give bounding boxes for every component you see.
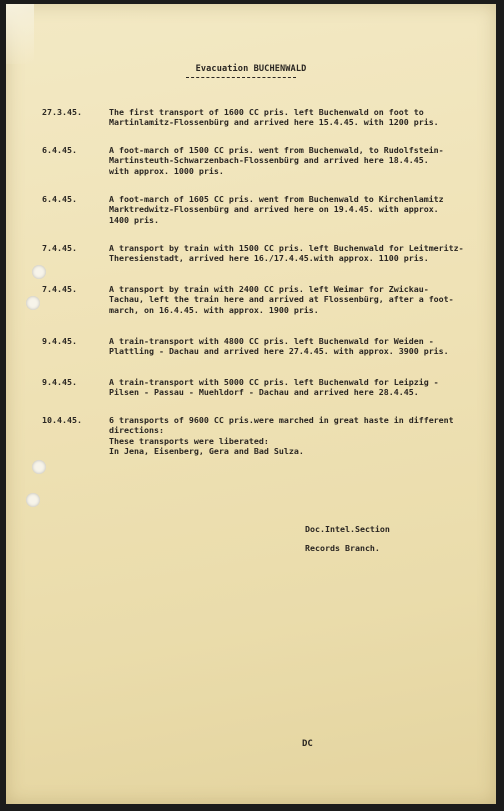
entry-date: 9.4.45. (42, 336, 77, 346)
entry-date: 9.4.45. (42, 377, 77, 387)
punch-hole (26, 493, 40, 507)
entry-text: The first transport of 1600 CC pris. left Buchenwald on foot to Martinlamitz-Flossenbürg and arrived here 15.4.45. with 1200 pris. (109, 107, 439, 128)
entry-date: 7.4.45. (42, 243, 77, 253)
punch-hole (32, 265, 46, 279)
entry-date: 10.4.45. (42, 415, 82, 425)
footer-mark: DC (302, 739, 313, 749)
signature-block (305, 520, 390, 558)
entry-date: 7.4.45. (42, 284, 77, 294)
entry-date: 6.4.45. (42, 194, 77, 204)
document-title: Evacuation BUCHENWALD (195, 64, 307, 74)
entry-text: A train-transport with 5000 CC pris. left Buchenwald for Leipzig - Pilsen - Passau - Muehldorf - Dachau and arrived here 28.4.45. (109, 377, 439, 398)
entry-date: 6.4.45. (42, 145, 77, 155)
entry-text: A transport by train with 2400 CC pris. left Weimar for Zwickau- Tachau, left the train here and arrived at Flossenbürg, after a foot- march, on 16.4.45. with approx. 1900 pris. (109, 284, 454, 315)
punch-hole (32, 460, 46, 474)
entry-text: A transport by train with 1500 CC pris. left Buchenwald for Leitmeritz- Theresienstadt, arrived here 16./17.4.45.with approx. 1100 pris. (109, 243, 464, 264)
entry-text: A foot-march of 1500 CC pris. went from Buchenwald, to Rudolfstein- Martinsteuth-Schwarzenbach-Flossenbürg and arrived here 18.4.45. with approx. 1000 pris. (109, 145, 444, 176)
signature-line: Records Branch. (305, 543, 380, 553)
document-page (6, 4, 496, 804)
title-underline (186, 77, 296, 78)
entry-text: 6 transports of 9600 CC pris.were marched in great haste in different directions: These transports were liberated: In Jena, Eisenberg, Gera and Bad Sulza. (109, 415, 454, 456)
signature-line: Doc.Intel.Section (305, 524, 390, 534)
punch-hole (26, 296, 40, 310)
entry-text: A train-transport with 4800 CC pris. left Buchenwald for Weiden - Plattling - Dachau and arrived here 27.4.45. with approx. 3900 pris. (109, 336, 449, 357)
paper-fold (6, 4, 34, 64)
entry-text: A foot-march of 1605 CC pris. went from Buchenwald to Kirchenlamitz Marktredwitz-Flossenbürg and arrived here on 19.4.45. with approx. 1400 pris. (109, 194, 444, 225)
entry-date: 27.3.45. (42, 107, 82, 117)
